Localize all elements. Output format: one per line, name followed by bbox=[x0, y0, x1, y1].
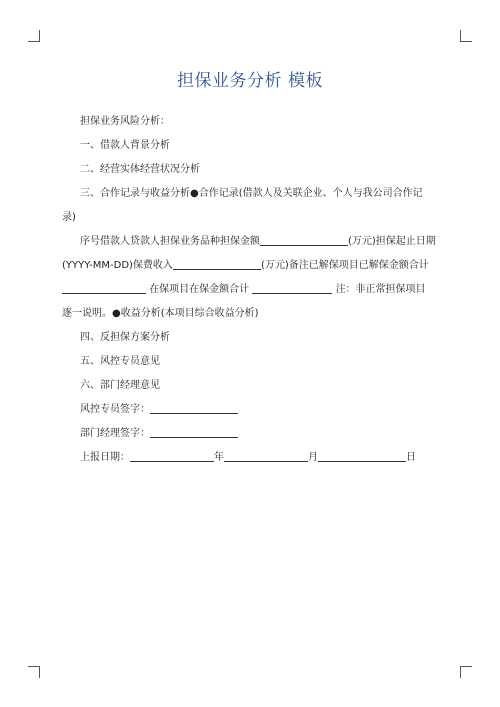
month-blank[interactable] bbox=[224, 449, 308, 462]
risk-officer-signature-row bbox=[62, 398, 442, 422]
report-date-row bbox=[62, 446, 442, 470]
document-body bbox=[62, 110, 442, 470]
section-business-status: 二、经营实体经营状况分析 bbox=[80, 164, 200, 175]
premium-income-blank[interactable] bbox=[173, 257, 261, 270]
record-line-1 bbox=[62, 230, 442, 254]
risk-officer-signature-label: 风控专员签字： bbox=[80, 404, 150, 415]
section-borrower-background: 一、借款人背景分析 bbox=[80, 140, 170, 151]
year-blank[interactable] bbox=[130, 449, 214, 462]
crop-mark-bottom-right bbox=[460, 666, 472, 678]
cooperation-line-2: 录) bbox=[62, 212, 76, 223]
month-label: 月 bbox=[308, 452, 318, 463]
record-fields-text-4: (万元)备注已解保项目已解保金额合计 bbox=[260, 260, 429, 271]
record-line-2 bbox=[62, 254, 442, 278]
released-amount-blank[interactable] bbox=[62, 281, 146, 294]
day-label: 日 bbox=[406, 452, 416, 463]
manager-signature-row bbox=[62, 422, 442, 446]
record-fields-text-5: 在保项目在保金额合计 bbox=[149, 284, 250, 295]
section-cooperation-record bbox=[62, 182, 442, 230]
report-date-label: 上报日期： bbox=[80, 452, 130, 463]
section-manager-opinion: 六、部门经理意见 bbox=[80, 380, 160, 391]
cooperation-line-1: 三、合作记录与收益分析●合作记录(借款人及关联企业、个人与我公司合作记 bbox=[80, 188, 423, 199]
crop-mark-top-left bbox=[28, 30, 40, 42]
section-counter-guarantee: 四、反担保方案分析 bbox=[80, 332, 170, 343]
manager-signature-blank[interactable] bbox=[150, 425, 238, 438]
record-line-4: 逐一说明。●收益分析(本项目综合收益分析) bbox=[62, 308, 259, 319]
record-fields-text-6: 注：非正常担保项目 bbox=[335, 284, 426, 295]
year-label: 年 bbox=[214, 452, 224, 463]
risk-heading: 担保业务风险分析： bbox=[80, 116, 170, 127]
day-blank[interactable] bbox=[318, 449, 406, 462]
manager-signature-label: 部门经理签字： bbox=[80, 428, 150, 439]
record-line-3 bbox=[62, 278, 442, 302]
record-fields-text-3: (YYYY-MM-DD)保费收入 bbox=[62, 260, 173, 271]
guarantee-amount-blank[interactable] bbox=[260, 233, 348, 246]
record-fields bbox=[62, 230, 442, 326]
crop-mark-top-right bbox=[460, 30, 472, 42]
record-fields-text-1: 序号借款人贷款人担保业务品种担保金额 bbox=[80, 236, 260, 247]
document-title: 担保业务分析 模板 bbox=[177, 71, 323, 91]
section-risk-officer-opinion: 五、风控专员意见 bbox=[80, 356, 160, 367]
record-fields-text-2: (万元)担保起止日期 bbox=[348, 236, 436, 247]
risk-officer-signature-blank[interactable] bbox=[150, 401, 238, 414]
outstanding-amount-blank[interactable] bbox=[252, 281, 332, 294]
crop-mark-bottom-left bbox=[28, 666, 40, 678]
